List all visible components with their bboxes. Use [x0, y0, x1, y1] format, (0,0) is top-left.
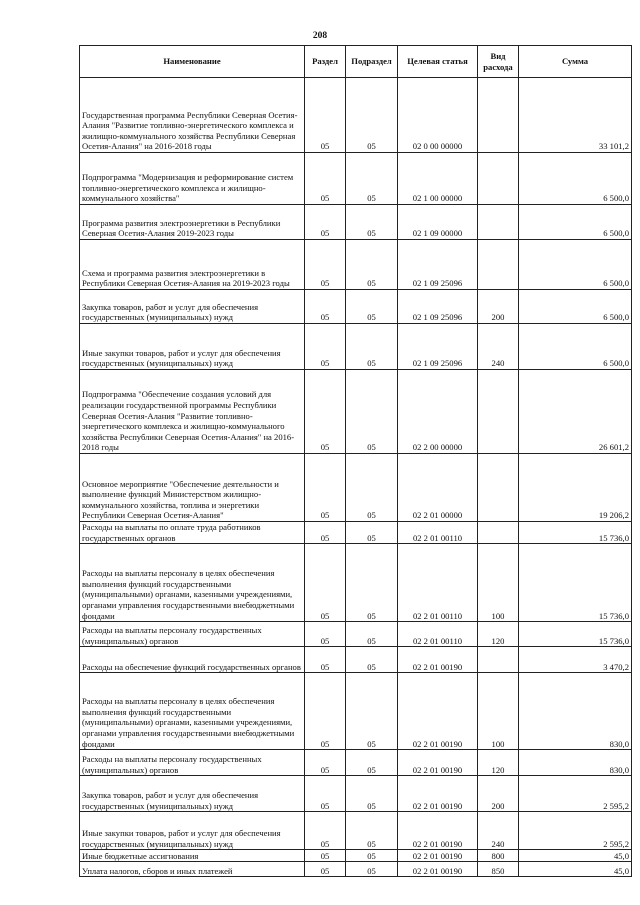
table-row	[80, 862, 632, 877]
row-target-article: 02 2 01 00110	[398, 522, 478, 544]
row-target-article: 02 2 01 00190	[398, 647, 478, 673]
row-target-article: 02 2 01 00110	[398, 544, 478, 622]
table-row	[80, 370, 632, 454]
budget-table	[79, 45, 632, 877]
row-amount: 33 101,2	[519, 78, 632, 153]
row-target-article: 02 2 01 00190	[398, 862, 478, 877]
row-section: 05	[305, 205, 346, 240]
row-name: Расходы на выплаты персоналу государственных (муниципальных) органов	[80, 622, 305, 647]
row-expense-type: 200	[478, 290, 519, 324]
row-amount: 6 500,0	[519, 290, 632, 324]
row-section: 05	[305, 850, 346, 862]
row-subsection: 05	[346, 324, 398, 370]
page-number: 208	[312, 31, 328, 41]
table-row	[80, 240, 632, 290]
row-amount: 15 736,0	[519, 622, 632, 647]
table-row	[80, 78, 632, 153]
row-name: Схема и программа развития электроэнергетики в Республики Северная Осетия-Алания на 2019-2023 годы	[80, 240, 305, 290]
row-amount: 2 595,2	[519, 812, 632, 850]
row-amount: 3 470,2	[519, 647, 632, 673]
row-name: Расходы на выплаты персоналу государственных (муниципальных) органов	[80, 750, 305, 776]
row-target-article: 02 1 09 00000	[398, 205, 478, 240]
row-name: Закупка товаров, работ и услуг для обеспечения государственных (муниципальных) нужд	[80, 290, 305, 324]
row-expense-type: 100	[478, 673, 519, 750]
row-amount: 830,0	[519, 673, 632, 750]
row-section: 05	[305, 522, 346, 544]
row-expense-type: 120	[478, 622, 519, 647]
row-expense-type	[478, 522, 519, 544]
row-amount: 26 601,2	[519, 370, 632, 454]
row-target-article: 02 1 00 00000	[398, 153, 478, 205]
row-amount: 6 500,0	[519, 205, 632, 240]
row-name: Иные бюджетные ассигнования	[80, 850, 305, 862]
row-amount: 2 595,2	[519, 776, 632, 812]
row-section: 05	[305, 324, 346, 370]
header-amount: Сумма	[519, 46, 632, 78]
row-subsection: 05	[346, 205, 398, 240]
header-name: Наименование	[80, 46, 305, 78]
row-target-article: 02 1 09 25096	[398, 240, 478, 290]
row-section: 05	[305, 240, 346, 290]
row-section: 05	[305, 750, 346, 776]
row-target-article: 02 1 09 25096	[398, 324, 478, 370]
table-row	[80, 324, 632, 370]
row-section: 05	[305, 454, 346, 522]
row-name: Подпрограмма "Модернизация и реформирование систем топливно-энергетического комплекса и жилищно-коммунального хозяйства"	[80, 153, 305, 205]
table-row	[80, 153, 632, 205]
row-target-article: 02 2 01 00190	[398, 750, 478, 776]
row-section: 05	[305, 776, 346, 812]
table-row	[80, 544, 632, 622]
row-target-article: 02 2 01 00000	[398, 454, 478, 522]
table-row	[80, 673, 632, 750]
row-section: 05	[305, 370, 346, 454]
row-expense-type	[478, 647, 519, 673]
row-subsection: 05	[346, 647, 398, 673]
table-row	[80, 205, 632, 240]
row-amount: 19 206,2	[519, 454, 632, 522]
row-section: 05	[305, 78, 346, 153]
row-subsection: 05	[346, 750, 398, 776]
row-target-article: 02 2 01 00190	[398, 673, 478, 750]
row-subsection: 05	[346, 153, 398, 205]
row-amount: 6 500,0	[519, 240, 632, 290]
row-amount: 830,0	[519, 750, 632, 776]
row-section: 05	[305, 153, 346, 205]
row-name: Расходы на выплаты персоналу в целях обеспечения выполнения функций государственными (муниципальными) органами, казенными учреждениями, органами управления государственными внебюджетными фондами	[80, 544, 305, 622]
row-section: 05	[305, 544, 346, 622]
row-expense-type	[478, 240, 519, 290]
row-amount: 45,0	[519, 850, 632, 862]
row-expense-type: 120	[478, 750, 519, 776]
row-section: 05	[305, 812, 346, 850]
row-target-article: 02 0 00 00000	[398, 78, 478, 153]
table-row	[80, 622, 632, 647]
table-row	[80, 522, 632, 544]
row-subsection: 05	[346, 673, 398, 750]
header-section: Раздел	[305, 46, 346, 78]
row-name: Расходы на выплаты по оплате труда работников государственных органов	[80, 522, 305, 544]
row-section: 05	[305, 673, 346, 750]
row-expense-type	[478, 78, 519, 153]
row-subsection: 05	[346, 454, 398, 522]
row-expense-type: 240	[478, 812, 519, 850]
row-expense-type	[478, 153, 519, 205]
row-expense-type	[478, 205, 519, 240]
row-section: 05	[305, 290, 346, 324]
row-expense-type	[478, 370, 519, 454]
row-subsection: 05	[346, 240, 398, 290]
table-row	[80, 750, 632, 776]
row-expense-type	[478, 454, 519, 522]
header-subsection: Подраздел	[346, 46, 398, 78]
row-expense-type: 100	[478, 544, 519, 622]
row-name: Закупка товаров, работ и услуг для обеспечения государственных (муниципальных) нужд	[80, 776, 305, 812]
row-amount: 15 736,0	[519, 522, 632, 544]
row-name: Основное мероприятие "Обеспечение деятельности и выполнение функций Министерством жилищно-коммунального хозяйства, топлива и энергетики Республики Северная Осетия-Алания"	[80, 454, 305, 522]
row-amount: 6 500,0	[519, 153, 632, 205]
row-subsection: 05	[346, 290, 398, 324]
row-section: 05	[305, 862, 346, 877]
table-row	[80, 850, 632, 862]
row-section: 05	[305, 647, 346, 673]
row-subsection: 05	[346, 544, 398, 622]
row-target-article: 02 2 01 00110	[398, 622, 478, 647]
row-name: Расходы на выплаты персоналу в целях обеспечения выполнения функций государственными (муниципальными) органами, казенными учреждениями, органами управления государственными внебюджетными фондами	[80, 673, 305, 750]
row-name: Подпрограмма "Обеспечение создания условий для реализации государственной программы Республики Северная Осетия-Алания "Развитие топливно-энергетического комплекса и жилищно-коммунального хозяйства Республики Северная Осетия-Алания" на 2016-2018 годы	[80, 370, 305, 454]
row-name: Иные закупки товаров, работ и услуг для обеспечения государственных (муниципальных) нужд	[80, 324, 305, 370]
row-expense-type: 240	[478, 324, 519, 370]
row-target-article: 02 2 01 00190	[398, 776, 478, 812]
row-subsection: 05	[346, 622, 398, 647]
row-amount: 6 500,0	[519, 324, 632, 370]
row-name: Расходы на обеспечение функций государственных органов	[80, 647, 305, 673]
row-name: Иные закупки товаров, работ и услуг для обеспечения государственных (муниципальных) нужд	[80, 812, 305, 850]
row-amount: 15 736,0	[519, 544, 632, 622]
row-expense-type: 850	[478, 862, 519, 877]
table-row	[80, 647, 632, 673]
row-section: 05	[305, 622, 346, 647]
row-target-article: 02 2 01 00190	[398, 850, 478, 862]
row-target-article: 02 2 01 00190	[398, 812, 478, 850]
row-amount: 45,0	[519, 862, 632, 877]
row-subsection: 05	[346, 862, 398, 877]
table-row	[80, 776, 632, 812]
row-name: Программа развития электроэнергетики в Республики Северная Осетия-Алания 2019-2023 годы	[80, 205, 305, 240]
row-expense-type: 800	[478, 850, 519, 862]
row-subsection: 05	[346, 370, 398, 454]
header-target-article: Целевая статья	[398, 46, 478, 78]
table-row	[80, 454, 632, 522]
table-row	[80, 812, 632, 850]
row-subsection: 05	[346, 522, 398, 544]
header-expense-type: Вид расхода	[478, 46, 519, 78]
row-target-article: 02 2 00 00000	[398, 370, 478, 454]
row-target-article: 02 1 09 25096	[398, 290, 478, 324]
row-subsection: 05	[346, 812, 398, 850]
table-header-row	[80, 46, 632, 78]
row-expense-type: 200	[478, 776, 519, 812]
table-row	[80, 290, 632, 324]
row-subsection: 05	[346, 850, 398, 862]
row-name: Уплата налогов, сборов и иных платежей	[80, 862, 305, 877]
row-name: Государственная программа Республики Северная Осетия-Алания "Развитие топливно-энергетического комплекса и жилищно-коммунального хозяйства Республики Северная Осетия-Алания" на 2016-2018 годы	[80, 78, 305, 153]
row-subsection: 05	[346, 78, 398, 153]
row-subsection: 05	[346, 776, 398, 812]
